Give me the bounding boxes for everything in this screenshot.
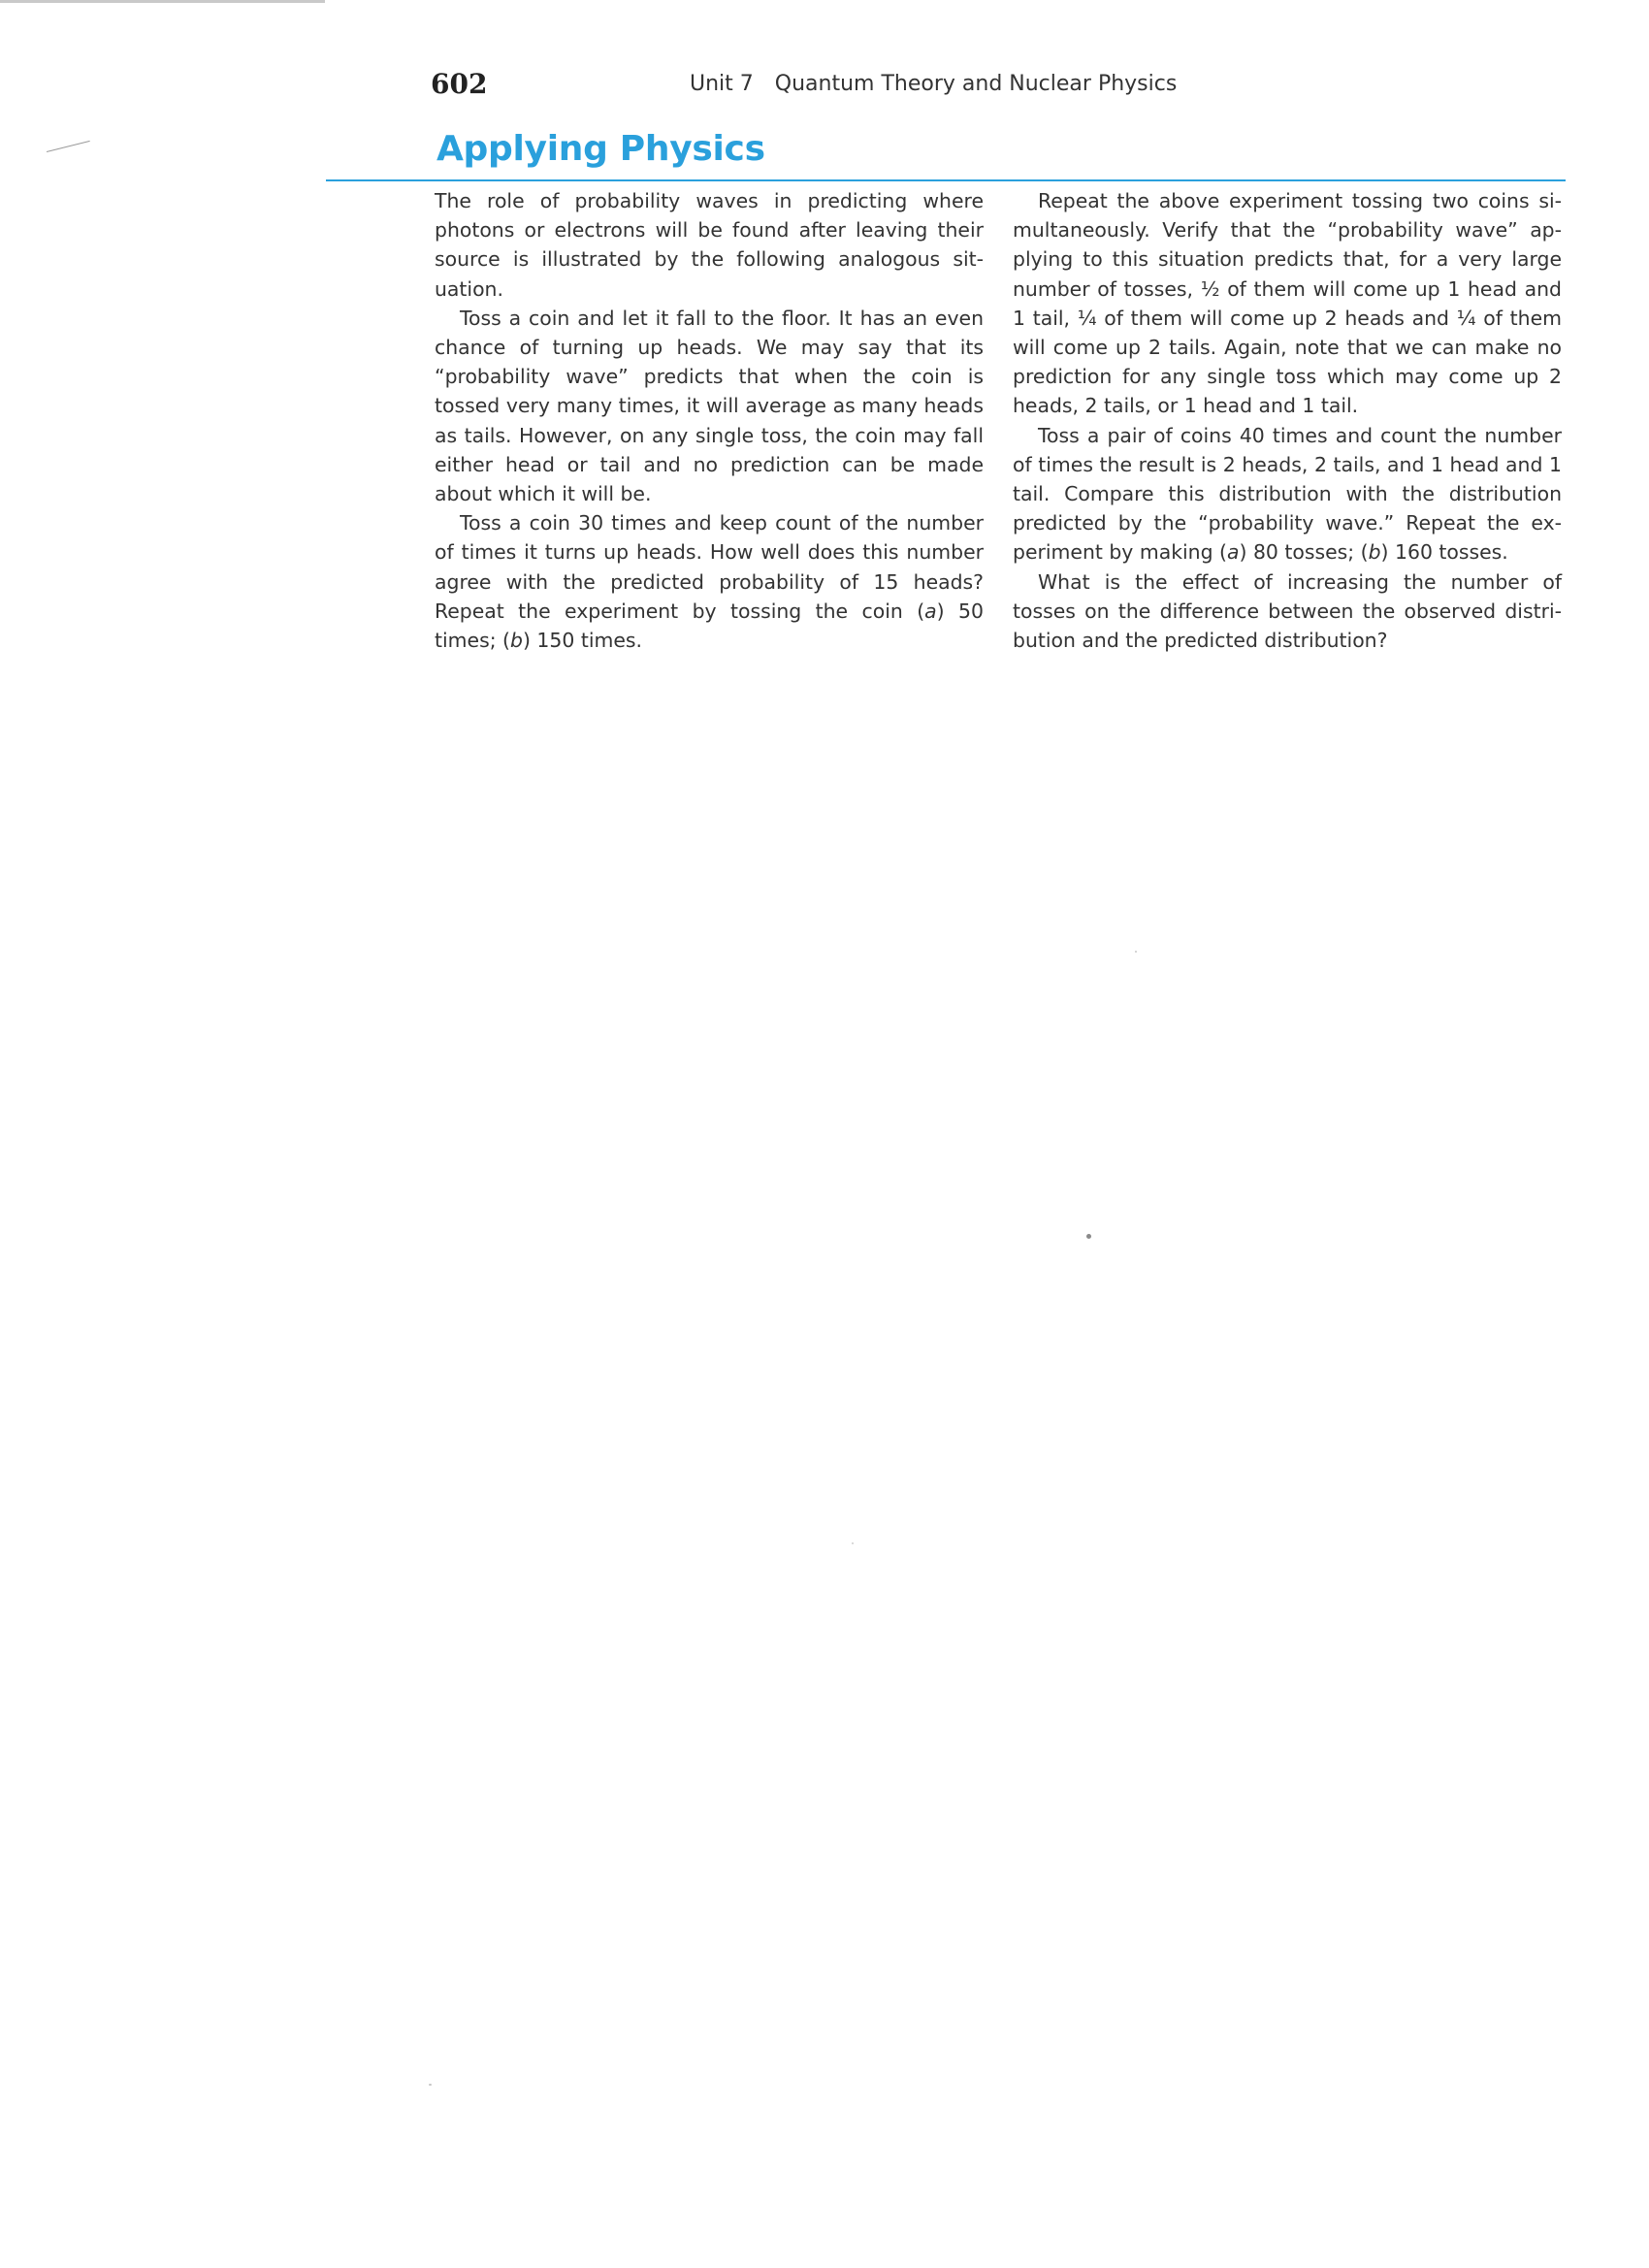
running-head-unit: Unit 7 — [690, 72, 754, 96]
page-number: 602 — [431, 68, 488, 100]
right-paragraph-2-mid: 80 tosses; — [1246, 540, 1361, 565]
right-paragraph-2-end: 160 tosses. — [1388, 540, 1508, 565]
right-paragraph-2: Toss a pair of coins 40 times and count the number of times the result is 2 heads, 2 tails, and 1 head and 1 tail. Compare this distribution with the distribution predicted by the “probability wave.” Repeat the experiment by making (a) 80 tosses; (b) 160 tosses. — [1013, 423, 1562, 565]
scan-speck — [1086, 1234, 1091, 1239]
scan-speck — [429, 2084, 432, 2086]
left-paragraph-1: The role of probability waves in predicting where photons or electrons will be found after leaving their source is illustrated by the following analogous situation. — [435, 189, 984, 301]
left-column — [435, 186, 984, 655]
option-b-label: b — [510, 629, 523, 653]
right-column — [1013, 186, 1562, 655]
option-b-label: b — [1368, 540, 1381, 565]
left-paragraph-3-main: Toss a coin 30 times and keep count of the number of times it turns up heads. How well does this number agree with the predicted probability of 15 heads? Repeat the experiment by tossing the coin — [435, 511, 984, 623]
running-head-title: Quantum Theory and Nuclear Physics — [774, 72, 1178, 96]
section-title: Applying Physics — [436, 129, 765, 169]
right-paragraph-2-main: Toss a pair of coins 40 times and count the number of times the result is 2 heads, 2 tails, and 1 head and 1 tail. Compare this distribution with the distribution predicted by the “probability wave.” Repeat the experiment by making — [1013, 423, 1562, 565]
right-paragraph-1: Repeat the above experiment tossing two coins simultaneously. Verify that the “probability wave” applying to this situation predicts that, for a very large number of tosses, ½ of them will come up 1 head and 1 tail, ¼ of them will come up 2 heads and ¼ of them will come up 2 tails. Again, note that we can make no prediction for any single toss which may come up 2 heads, 2 tails, or 1 head and 1 tail. — [1013, 189, 1562, 418]
scan-speck — [1135, 951, 1137, 953]
option-a-label: a — [1227, 540, 1240, 565]
scan-edge — [0, 0, 325, 3]
running-head — [690, 72, 1177, 96]
stray-pen-mark — [47, 141, 90, 152]
left-paragraph-3: Toss a coin 30 times and keep count of the number of times it turns up heads. How well does this number agree with the predicted probability of 15 heads? Repeat the experiment by tossing the coin (a) 50 times; (b) 150 times. — [435, 511, 984, 653]
left-paragraph-2: Toss a coin and let it fall to the floor. It has an even chance of turning up heads. We may say that its “probability wave” predicts that when the coin is tossed very many times, it will average as many heads as tails. However, on any single toss, the coin may fall either head or tail and no prediction can be made about which it will be. — [435, 306, 984, 506]
left-paragraph-3-end: 150 times. — [530, 629, 642, 653]
title-rule — [326, 179, 1566, 181]
left-paragraph-3-mid: 50 times; — [435, 599, 984, 653]
right-paragraph-3: What is the effect of increasing the number of tosses on the difference between the observed distribution and the predicted distribution? — [1013, 569, 1562, 653]
scan-speck — [852, 1542, 854, 1544]
option-a-label: a — [924, 599, 937, 623]
